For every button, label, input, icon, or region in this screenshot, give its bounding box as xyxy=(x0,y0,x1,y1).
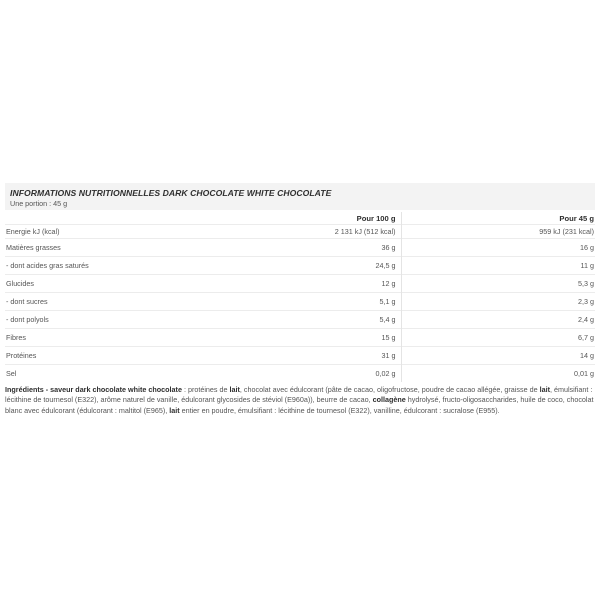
value-per-portion: 0,01 g xyxy=(401,365,595,383)
nutrient-label: Matières grasses xyxy=(5,239,205,257)
nutrition-panel xyxy=(5,183,595,416)
column-header-per-100g: Pour 100 g xyxy=(205,212,401,225)
column-header-nutrient xyxy=(5,212,205,225)
value-per-portion: 11 g xyxy=(401,257,595,275)
value-per-100g: 12 g xyxy=(205,275,401,293)
ingredients-part: , émulsifiant : lécithine de tournesol (E322), arôme naturel de vanille, édulcorant glycosides de stéviol (E960a)), beurre de cacao, xyxy=(5,385,593,405)
allergen-milk: lait xyxy=(169,405,180,415)
table-row xyxy=(5,275,595,293)
nutrient-label: Protéines xyxy=(5,347,205,365)
ingredients-part: entier en poudre, émulsifiant : lécithine de tournesol (E322), vanilline, édulcorant : sucralose (E955). xyxy=(179,405,500,415)
value-per-portion: 14 g xyxy=(401,347,595,365)
value-per-100g: 36 g xyxy=(205,239,401,257)
value-per-100g: 24,5 g xyxy=(205,257,401,275)
value-per-portion: 2,4 g xyxy=(401,311,595,329)
nutrient-label: Fibres xyxy=(5,329,205,347)
value-per-100g: 0,02 g xyxy=(205,365,401,383)
ingredients-heading: Ingrédients - saveur dark chocolate white chocolate xyxy=(5,385,182,394)
ingredients-part: , chocolat avec édulcorant (pâte de cacao, oligofructose, poudre de cacao allégée, graisse de xyxy=(239,385,540,394)
allergen-collagen: collagène xyxy=(372,395,406,405)
value-per-portion: 959 kJ (231 kcal) xyxy=(401,225,595,239)
allergen-milk: lait xyxy=(229,385,240,394)
value-per-100g: 2 131 kJ (512 kcal) xyxy=(205,225,401,239)
nutrient-label: Glucides xyxy=(5,275,205,293)
ingredients-text xyxy=(5,385,597,416)
nutrient-label: - dont sucres xyxy=(5,293,205,311)
portion-size: Une portion : 45 g xyxy=(10,199,68,208)
value-per-portion: 2,3 g xyxy=(401,293,595,311)
value-per-portion: 5,3 g xyxy=(401,275,595,293)
value-per-portion: 16 g xyxy=(401,239,595,257)
table-row xyxy=(5,329,595,347)
table-row xyxy=(5,293,595,311)
table-row xyxy=(5,225,595,239)
allergen-milk: lait xyxy=(539,385,550,394)
nutrient-label: - dont acides gras saturés xyxy=(5,257,205,275)
ingredients-part: hydrolysé, fructo-oligosaccharides, huile de coco, chocolat blanc avec édulcorant (édulcorant : maltitol (E965), xyxy=(5,395,594,415)
table-row xyxy=(5,347,595,365)
nutrition-title: INFORMATIONS NUTRITIONNELLES DARK CHOCOLATE WHITE CHOCOLATE xyxy=(10,188,332,198)
column-header-per-portion: Pour 45 g xyxy=(559,213,594,223)
nutrition-header xyxy=(5,183,595,210)
value-per-portion: 6,7 g xyxy=(401,329,595,347)
table-row xyxy=(5,257,595,275)
ingredients-part: : protéines de xyxy=(181,385,230,394)
value-per-100g: 15 g xyxy=(205,329,401,347)
nutrient-label: Energie kJ (kcal) xyxy=(5,225,205,239)
nutrition-table xyxy=(5,212,595,382)
nutrient-label: - dont polyols xyxy=(5,311,205,329)
nutrient-label: Sel xyxy=(5,365,205,383)
value-per-100g: 31 g xyxy=(205,347,401,365)
table-row xyxy=(5,239,595,257)
table-row xyxy=(5,365,595,383)
table-header-row xyxy=(5,212,595,225)
value-per-100g: 5,1 g xyxy=(205,293,401,311)
table-row xyxy=(5,311,595,329)
value-per-100g: 5,4 g xyxy=(205,311,401,329)
